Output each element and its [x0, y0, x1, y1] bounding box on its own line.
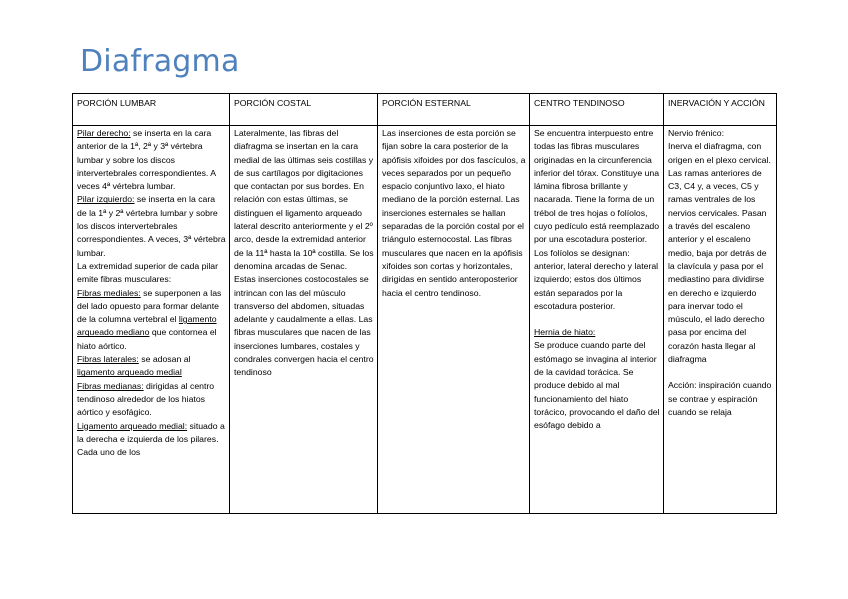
ligamento-arqueado-medial: ligamento arqueado medial: [77, 367, 182, 378]
cell-centro-tendinoso: [530, 126, 664, 514]
table-row: [73, 126, 777, 514]
costal-paragraph-2: Estas inserciones costocostales se intrincan con las del músculo transverso del abdomen, situadas adelante y caudalmente a ellas. Las fibras musculares que nacen de las inserciones lumbares, costales y condrales convergen hacia el centro tendinoso: [234, 274, 374, 378]
esternal-paragraph: Las inserciones de esta porción se fijan sobre la cara posterior de la apófisis xifoides por dos fascículos, a veces separados por un pequeño espacio conjuntivo laxo, el hiato mediano de la porción esternal. Las inserciones esternales se hallan separadas de la porción costal por el triángulo esternocostal. Las fibras musculares que nacen en la apófisis xifoides son cortas y horizontales, dirigidas en sentido anteroposterior hacia el centro tendinoso.: [382, 128, 526, 298]
pilar-derecho: [77, 127, 226, 193]
fibras-laterales-label: Fibras laterales:: [77, 354, 139, 365]
accion-paragraph: Acción: inspiración cuando se contrae y espiración cuando se relaja: [668, 380, 772, 417]
fibras-medianas-text: dirigidas al centro tendinoso alrededor de los hiatos aórtico y esofágico.: [77, 380, 215, 418]
header-costal: PORCIÓN COSTAL: [230, 94, 378, 126]
fibras-laterales: [77, 353, 226, 380]
header-centro-tendinoso: CENTRO TENDINOSO: [530, 94, 664, 126]
fibras-mediales-label: Fibras mediales:: [77, 287, 141, 298]
pilar-derecho-text: se inserta en la cara anterior de la 1ª, 2ª y 3ª vértebra lumbar y sobre los discos intervertebrales correspondientes. A veces 4ª vértebra lumbar.: [77, 128, 216, 192]
cell-inervacion: [664, 126, 777, 514]
costal-paragraph-1: Lateralmente, las fibras del diafragma se insertan en la cara medial de las últimas seis costillas y de sus cartílagos por digitaciones que contactan por sus bordes. En relación con estas últimas, se distinguen el ligamento arqueado lateral descrito anteriormente y el 2º arco, desde la extremidad anterior de la 11ª hasta la 10ª costilla. Se los denomina arcadas de Senac.: [234, 128, 374, 271]
header-inervacion: INERVACIÓN Y ACCIÓN: [664, 94, 777, 126]
lig-arq-medial-text: situado a la derecha e izquierda de los pilares. Cada uno de los: [77, 420, 225, 458]
centro-paragraph: Se encuentra interpuesto entre todas las fibras musculares originadas en la circunferencia inferior del tórax. Constituye una lámina fibrosa brillante y nacarada. Tiene la forma de un trébol de tres hojas o folíolos, cuyo pedículo está reemplazado por una escotadura posterior. Los folíolos se designan: anterior, lateral derecho y lateral izquierdo; estos dos últimos están separados por la escotadura posterior.: [534, 128, 660, 311]
fibras-medianas: [77, 380, 226, 420]
inervacion-paragraph: Inerva el diafragma, con origen en el plexo cervical. Las ramas anteriores de C3, C4 y, a veces, C5 y ramas ventrales de los nervios cervicales. Pasan a través del escaleno anterior y el escaleno medio, baja por detrás de la clavícula y pasa por el mediastino para dividirse en derecho e izquierdo para inervar todo el músculo, el lado derecho pasa por encima del corazón hasta llegar al diafragma: [668, 141, 771, 365]
pilar-izquierdo-label: Pilar izquierdo:: [77, 194, 135, 205]
spacer: [668, 366, 773, 379]
fibras-mediales: [77, 287, 226, 353]
header-lumbar: PORCIÓN LUMBAR: [73, 94, 230, 126]
pilar-izquierdo-text: se inserta en la cara de la 1ª y 2ª vértebra lumbar y sobre los discos intervertebrales correspondientes. A veces, 3ª vértebra lumbar.: [77, 194, 226, 258]
cell-esternal: [378, 126, 530, 514]
hernia-label: Hernia de hiato:: [534, 327, 596, 338]
diaphragm-table: [72, 93, 777, 514]
fibras-medianas-label: Fibras medianas:: [77, 380, 144, 391]
fibras-laterales-text: se adosan al: [138, 354, 191, 365]
lig-arq-medial-label: Ligamento arqueado medial:: [77, 420, 188, 431]
hernia-text: Se produce cuando parte del estómago se invagina al interior de la cavidad torácica. Se produce debido al mal funcionamiento del hiato torácico, provocando el daño del esófago debido a: [534, 340, 660, 431]
spacer: [534, 313, 660, 326]
pilar-izquierdo: [77, 193, 226, 259]
nervio-frenico-label: Nervio frénico:: [668, 128, 725, 138]
page-title: Diafragma: [80, 44, 240, 79]
fibras-mediales-end: que contornea el hiato aórtico.: [77, 327, 217, 351]
pilar-derecho-label: Pilar derecho:: [77, 128, 131, 138]
ligamento-arqueado-medial-def: [77, 420, 226, 460]
table-header-row: [73, 94, 777, 126]
header-esternal: PORCIÓN ESTERNAL: [378, 94, 530, 126]
extremidad-text: La extremidad superior de cada pilar emite fibras musculares:: [77, 260, 219, 285]
fibras-mediales-text: se superponen a las del lado opuesto para formar delante de la columna vertebral el: [77, 287, 222, 325]
cell-lumbar: [73, 126, 230, 514]
ligamento-arqueado-mediano: ligamento arqueado mediano: [77, 314, 217, 338]
cell-costal: [230, 126, 378, 514]
